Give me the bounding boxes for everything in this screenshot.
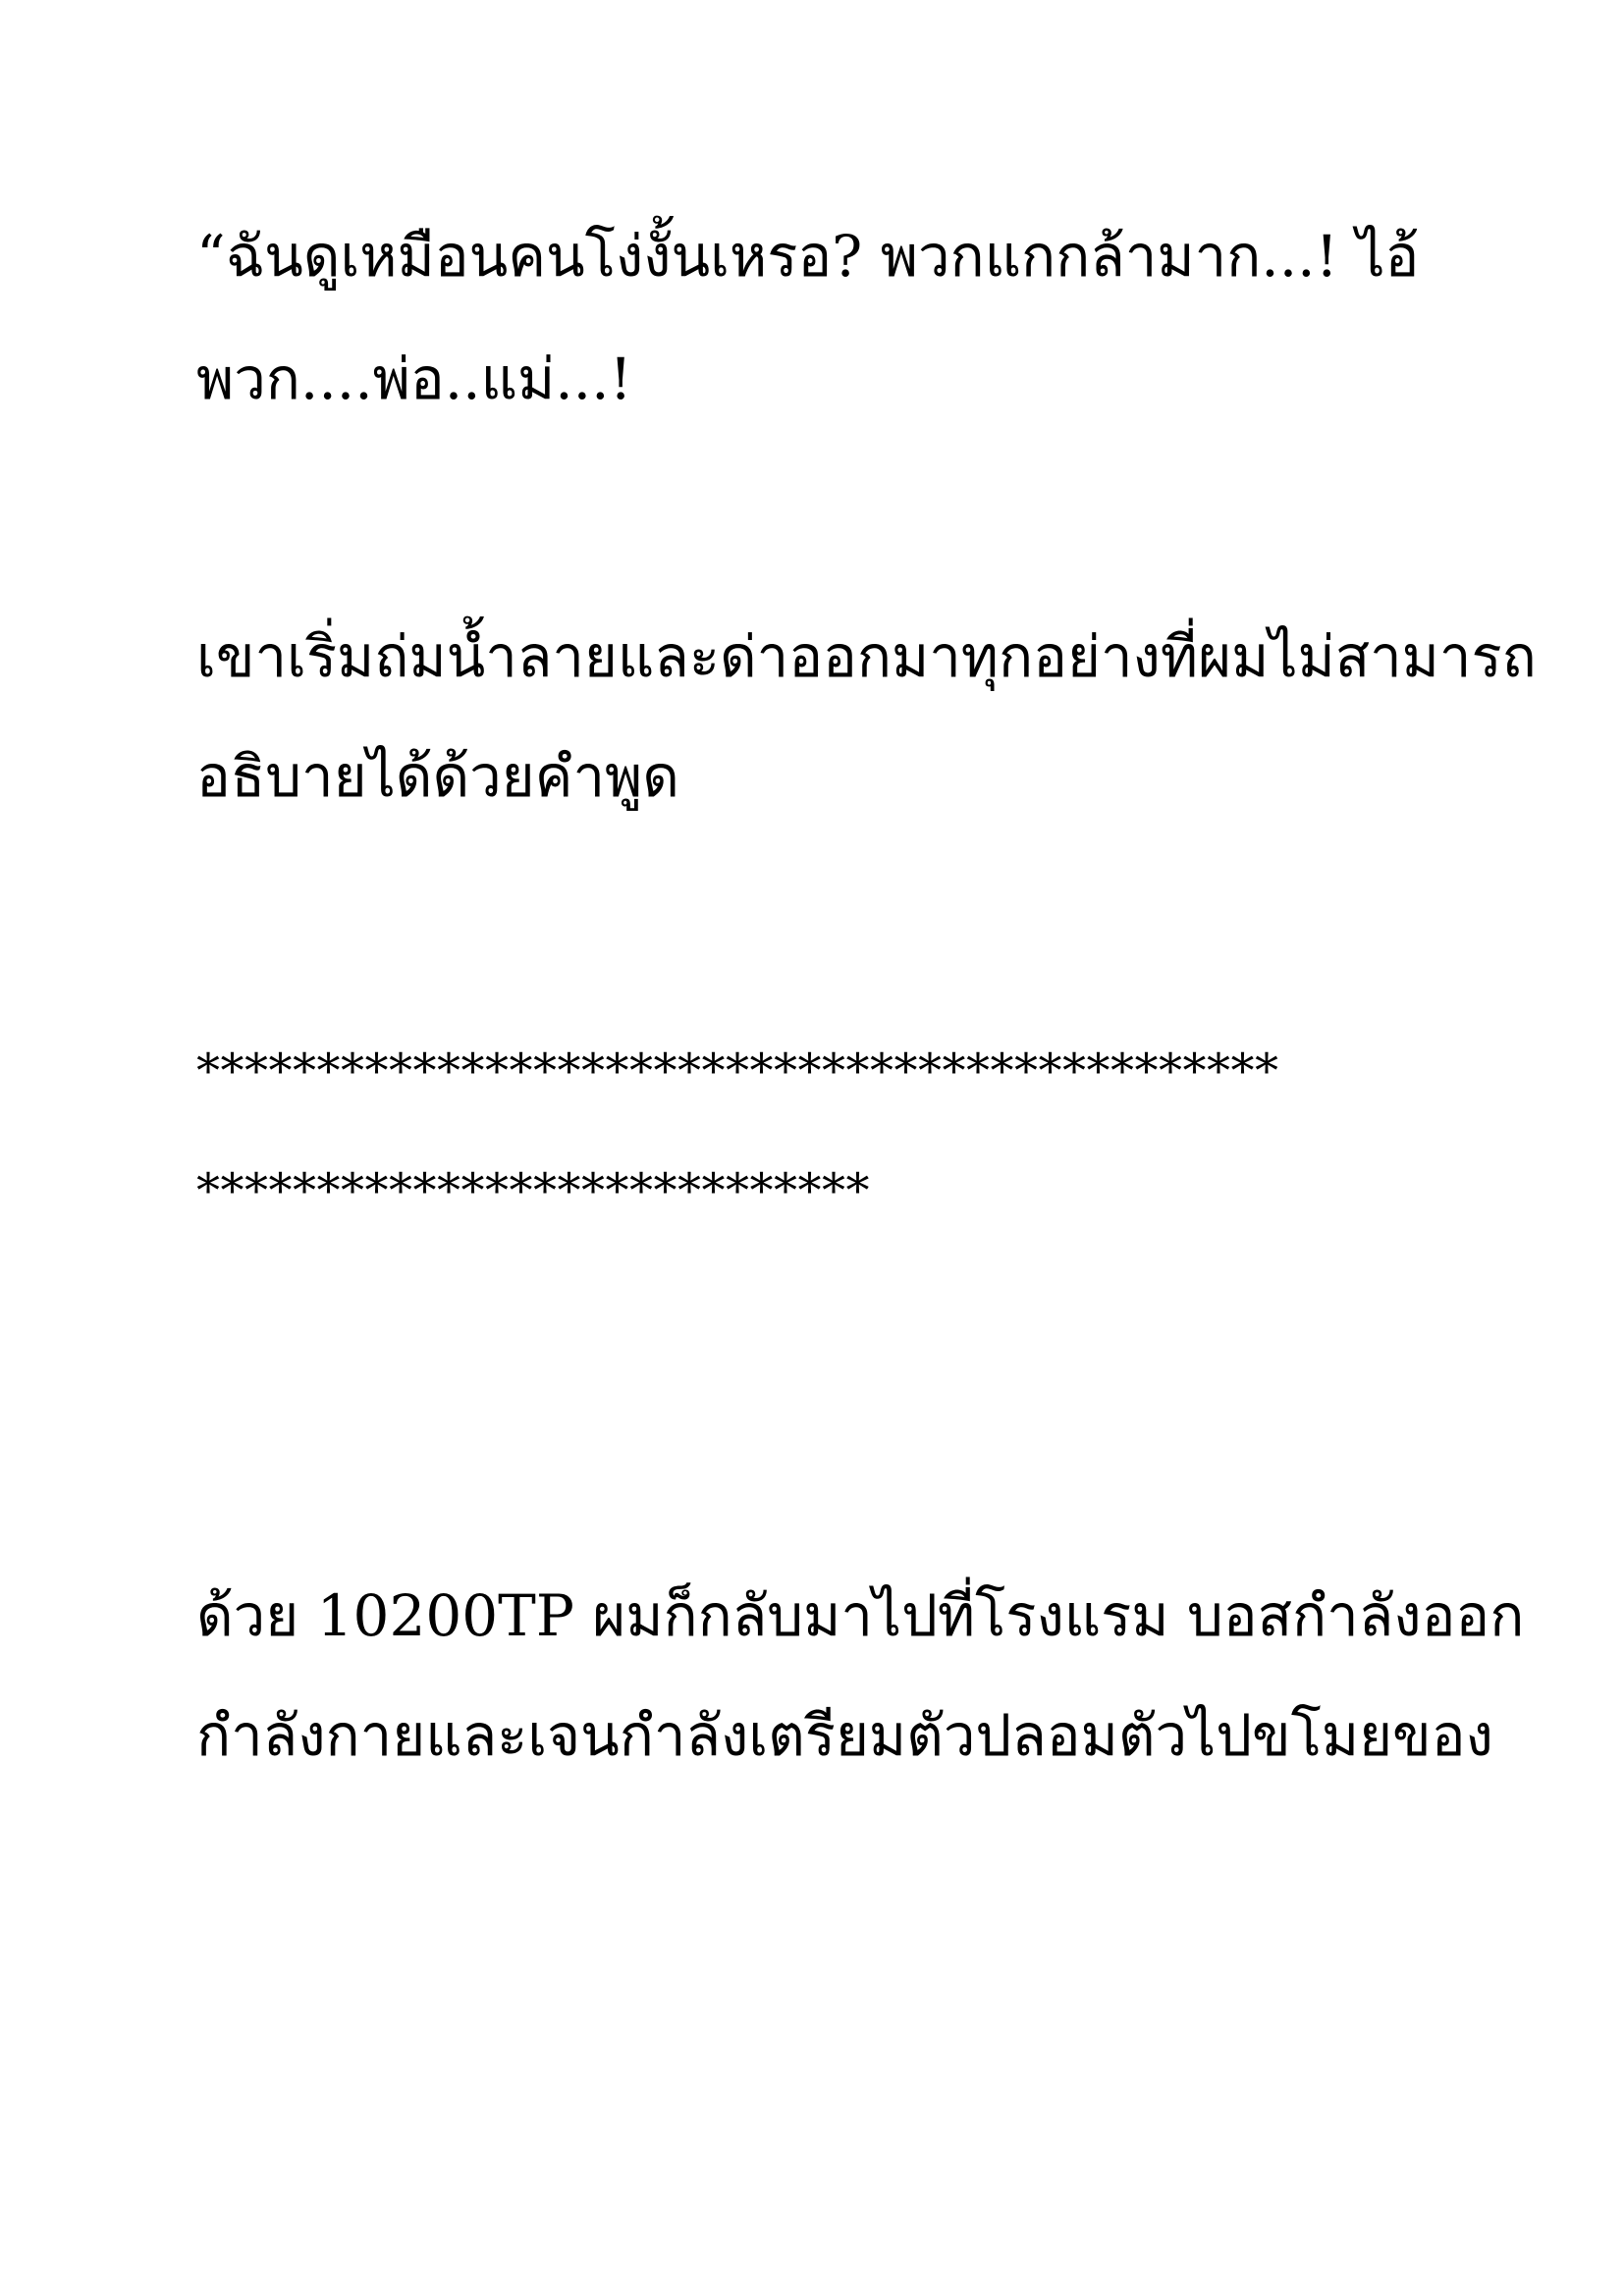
separator-stars-line-1: *********************************************: [196, 1043, 1279, 1098]
separator-stars-line-2: ****************************: [196, 1163, 870, 1218]
paragraph-2-line-1: เขาเริ่มถ่มน้ำลายและด่าออกมาทุกอย่างที่ผมไม่สามารถ: [196, 623, 1537, 690]
paragraph-3-line-2: กำลังกายและเจนกำลังเตรียมตัวปลอมตัวไปขโมยของ: [196, 1702, 1493, 1769]
paragraph-1-line-1: “ฉันดูเหมือนคนโง่งั้นเหรอ? พวกแกกล้ามาก...! ไอ้: [196, 223, 1420, 290]
paragraph-2-line-2: อธิบายได้ด้วยคำพูด: [196, 743, 679, 810]
paragraph-3-line-1: ด้วย 10200TP ผมก็กลับมาไปที่โรงแรม บอสกำลังออก: [196, 1582, 1525, 1649]
paragraph-1-line-2: พวก....พ่อ..แม่...!: [196, 346, 632, 412]
